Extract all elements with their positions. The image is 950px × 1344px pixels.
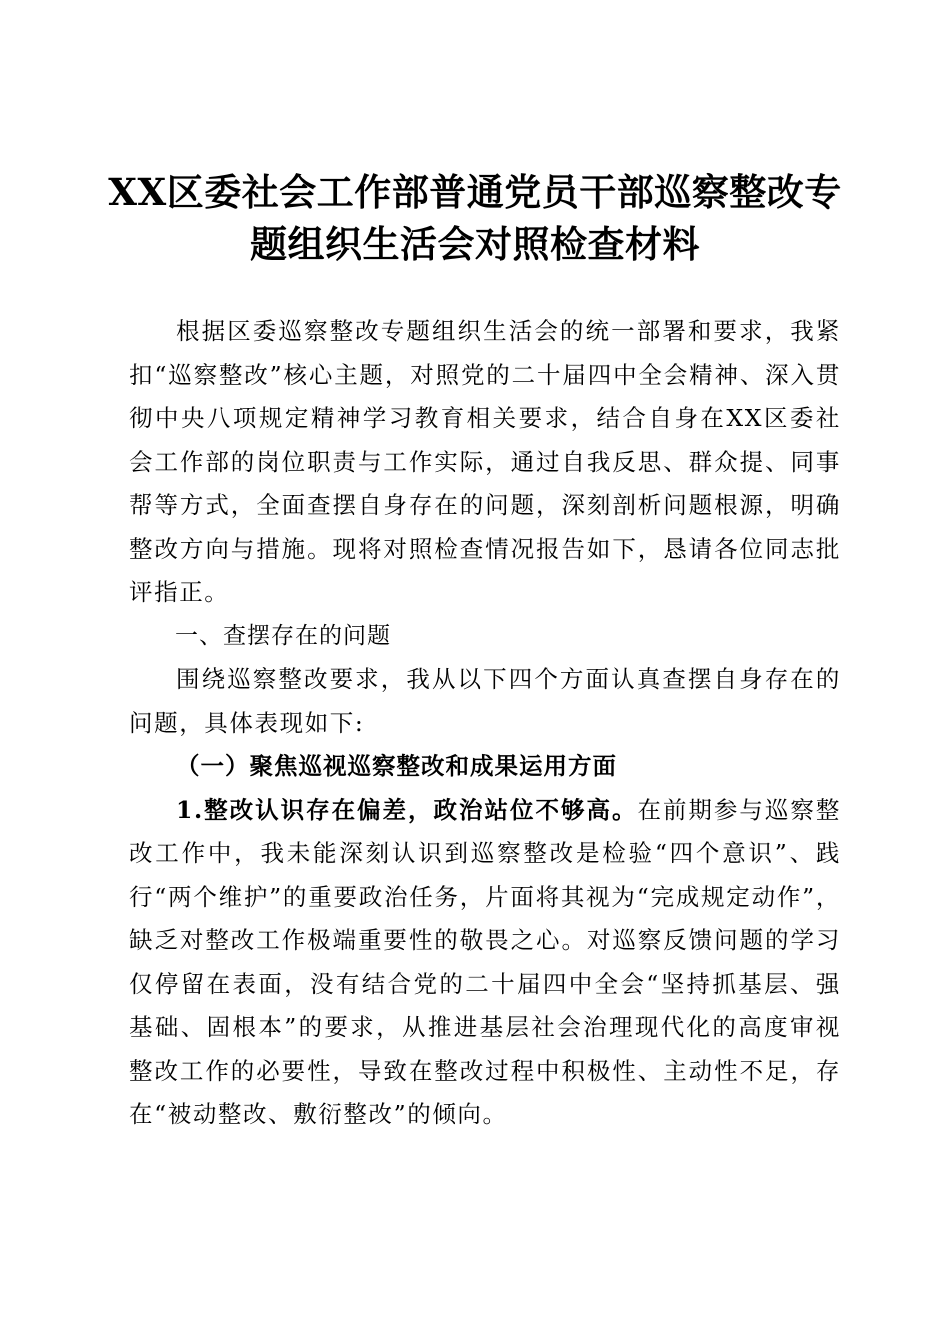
document-title (100, 166, 850, 270)
document-body (129, 310, 841, 1137)
section-intro-paragraph: 围绕巡察整改要求，我从以下四个方面认真查摆自身存在的问题，具体表现如下: (129, 665, 841, 737)
intro-paragraph: 根据区委巡察整改专题组织生活会的统一部署和要求，我紧扣“巡察整改”核心主题，对照党的二十届四中全会精神、深入贯彻中央八项规定精神学习教育相关要求，结合自身在XX区委社会工作部的岗位职责与工作实际，通过自我反思、群众提、同事帮等方式，全面查摆自身存在的问题，深刻剖析问题根源，明确整改方向与措施。现将对照检查情况报告如下，恳请各位同志批评指正。 (129, 317, 841, 606)
title-line-2: 题组织生活会对照检查材料 (250, 222, 700, 266)
subsection-heading-inspection: （一）聚焦巡视巡察整改和成果运用方面 (176, 752, 617, 780)
section-heading-problems: 一、查摆存在的问题 (175, 622, 391, 649)
item-1-body: 在前期参与巡察整改工作中，我未能深刻认识到巡察整改是检验“四个意识”、践行“两个维护”的重要政治任务，片面将其视为“完成规定动作”，缺乏对整改工作极端重要性的敬畏之心。对巡察反馈问题的学习仅停留在表面，没有结合党的二十届四中全会“坚持抓基层、强基础、固根本”的要求，从推进基层社会治理现代化的高度审视整改工作的必要性，导致在整改过程中积极性、主动性不足，存在“被动整改、敷衍整改”的倾向。 (129, 795, 841, 1128)
item-1-lead: 1.整改认识存在偏差，政治站位不够高。 (176, 795, 638, 824)
item-1-paragraph (129, 789, 841, 1137)
title-line-1: XX区委社会工作部普通党员干部巡察整改专 (108, 170, 842, 214)
